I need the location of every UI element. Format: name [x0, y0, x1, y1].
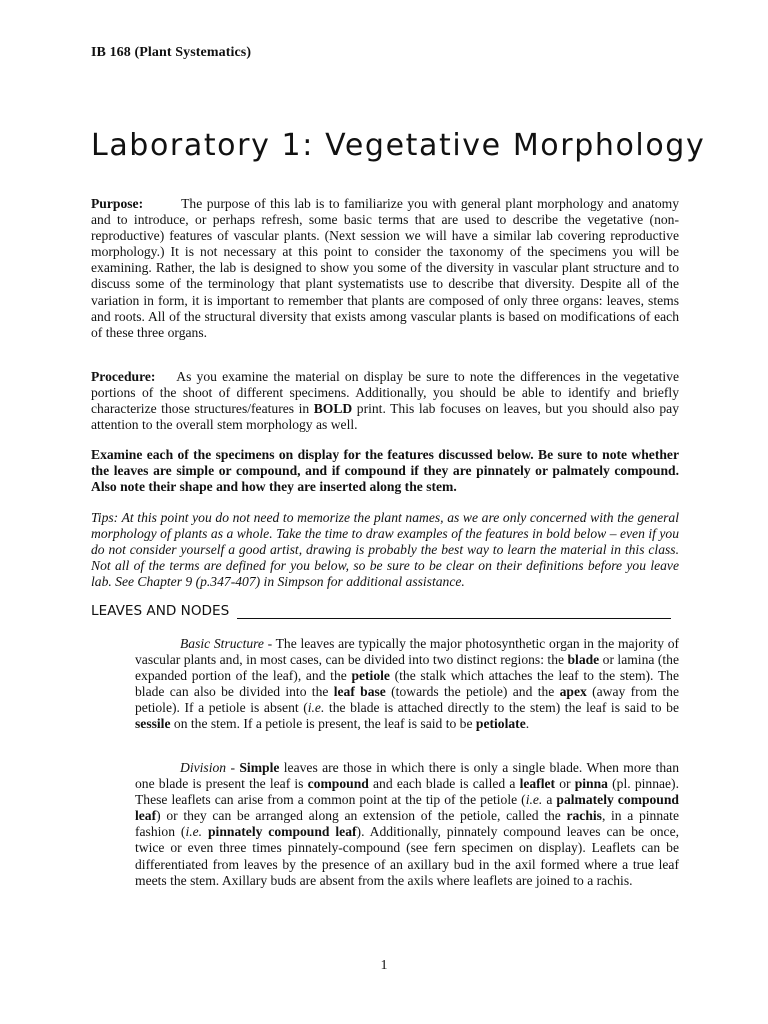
division-label: Division — [180, 760, 227, 775]
basic-structure-text: (the stalk which attaches the leaf to the stem). The blade can also be divided into the — [135, 668, 679, 700]
examine-instructions: Examine each of the specimens on display for the features discussed below. Be sure to note whether the leaves are simple or compound, and if compound if they are pinnately or palmately compound. Also note their shape and how they are inserted along the stem. — [91, 447, 679, 495]
procedure-bold-word: BOLD — [313, 401, 353, 417]
purpose-paragraph — [91, 196, 679, 341]
term-compound: compound — [307, 776, 369, 792]
basic-structure-label: Basic Structure — [180, 636, 264, 651]
course-header: IB 168 (Plant Systematics) — [91, 45, 252, 60]
basic-structure-text: the blade is attached directly to the stem) the leaf is said to be — [324, 700, 679, 716]
abbr-ie: i.e. — [307, 700, 325, 716]
page-title: Laboratory 1: Vegetative Morphology — [91, 128, 706, 163]
section-heading-leaves-and-nodes: LEAVES AND NODES — [91, 603, 230, 619]
division-text: (pl. pinnae). These leaflets can arise from a common point at the tip of the petiole ( — [135, 776, 679, 808]
division-text: ) or they can be arranged along an extension of the petiole, called the — [156, 808, 567, 824]
basic-structure-text: - The leaves are typically the major photosynthetic organ in the majority of vascular plants and, in most cases, can be divided into two distinct regions: the — [135, 636, 680, 668]
procedure-text-2: print. This lab focuses on leaves, but you should also pay attention to the overall stem morphology as well. — [91, 401, 679, 433]
basic-structure-text: . — [525, 716, 530, 732]
division-text: and each blade is called a — [368, 776, 520, 792]
abbr-ie: i.e. — [185, 824, 203, 840]
term-leaf-base: leaf base — [333, 684, 386, 700]
term-rachis: rachis — [566, 808, 602, 824]
basic-structure-text: or lamina (the expanded portion of the leaf), and the — [135, 652, 679, 684]
division-text: or — [555, 776, 575, 792]
page-number: 1 — [380, 958, 388, 973]
basic-structure-paragraph — [135, 636, 679, 733]
division-text: , in a pinnate fashion ( — [135, 808, 679, 840]
purpose-label: Purpose: — [91, 196, 144, 211]
term-petiolate: petiolate — [475, 716, 526, 732]
division-text: leaves are those in which there is only a single blade. When more than one blade is present the leaf is — [135, 760, 679, 792]
term-apex: apex — [559, 684, 587, 700]
procedure-text-1: As you examine the material on display be sure to note the differences in the vegetative portions of the shoot of different specimens. Additionally, you should be able to identify and briefly characterize those structures/features in — [91, 369, 680, 417]
section-heading-underline — [237, 618, 671, 619]
division-text: - — [226, 760, 240, 775]
term-sessile: sessile — [135, 716, 171, 732]
term-simple: Simple — [239, 760, 280, 775]
basic-structure-text: (away from the petiole). If a petiole is absent ( — [135, 684, 679, 716]
division-text: ). Additionally, pinnately compound leaves can be once, twice or even three times pinnately-compound (see fern specimen on display). Leaflets can be differentiated from leaves by the presence of an axillary bud in the axil formed where a true leaf meets the stem. Axillary buds are absent from the axils where leaflets are joined to a rachis. — [135, 824, 680, 888]
procedure-label: Procedure: — [91, 369, 156, 384]
division-text: a — [542, 792, 557, 808]
term-blade: blade — [567, 652, 600, 668]
purpose-text: The purpose of this lab is to familiarize you with general plant morphology and anatomy and to introduce, or perhaps refresh, some basic terms that are used to describe the vegetative (non-reproductive) features of vascular plants. (Next session we will have a similar lab covering reproductive morphology.) It is not necessary at this point to consider the taxonomy of the specimens you will be examining. Rather, the lab is designed to show you some of the diversity in vascular plant structure and to discuss some of the terminology that plant systematists use to describe that diversity. Despite all of the variation in form, it is important to remember that plants are composed of only three organs: leaves, stems and roots. All of the structural diversity that exists among vascular plants is based on modifications of each of these three organs. — [91, 196, 679, 340]
division-paragraph — [135, 760, 679, 889]
term-palmately-compound-leaf: palmately compound leaf — [135, 792, 679, 824]
term-leaflet: leaflet — [519, 776, 556, 792]
basic-structure-text: (towards the petiole) and the — [385, 684, 560, 700]
basic-structure-text: on the stem. If a petiole is present, the leaf is said to be — [170, 716, 476, 732]
procedure-paragraph — [91, 369, 679, 433]
tips-paragraph: Tips: At this point you do not need to memorize the plant names, as we are only concerned with the general morphology of plants as a whole. Take the time to draw examples of the features in bold below – even if you do not consider yourself a good artist, drawing is probably the best way to learn the material in this class. Not all of the terms are defined for you below, so be sure to be clear on their definitions before you leave lab. See Chapter 9 (p.347-407) in Simpson for additional assistance. — [91, 510, 679, 590]
term-pinna: pinna — [574, 776, 608, 792]
term-petiole: petiole — [351, 668, 390, 684]
abbr-ie: i.e. — [525, 792, 543, 808]
term-pinnately-compound-leaf: pinnately compound leaf — [208, 824, 357, 840]
